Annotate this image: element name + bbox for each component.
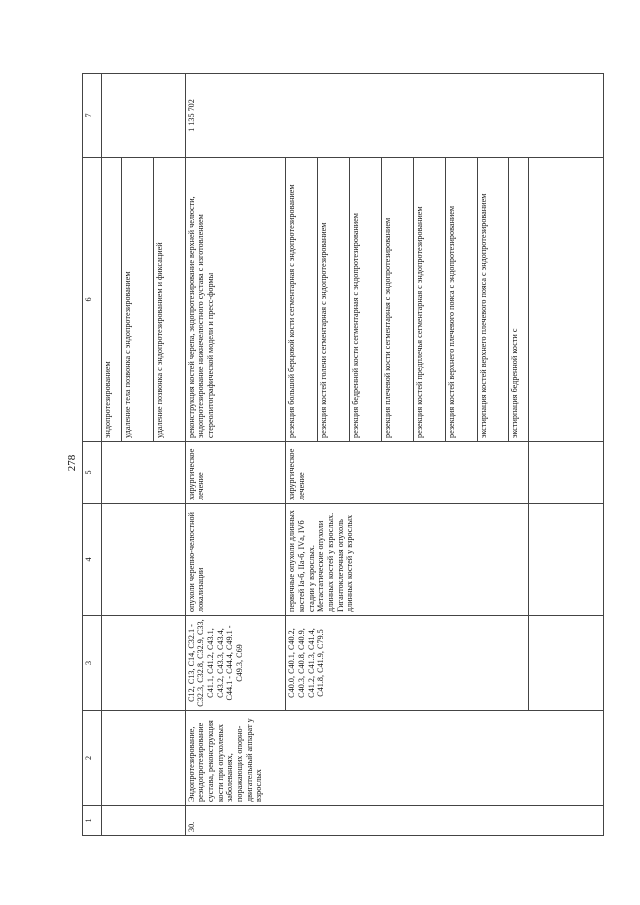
group2-codes: C40.0, C40.1, C40.2, C40.3, C40.8, C40.9, C41.2, C41.3, C41.4, C41.8, C41.9, C79.5 (286, 616, 529, 711)
header-col-7: 7 (83, 74, 102, 158)
cont-cell-3 (101, 616, 185, 711)
header-col-3: 3 (83, 616, 102, 711)
rotated-table-page (82, 74, 604, 836)
group2-treatment: экстирпация бедренной кости с (509, 158, 529, 442)
cont-cell-5 (101, 442, 185, 504)
header-col-6: 6 (83, 158, 102, 442)
header-row (83, 74, 102, 836)
gap-cell (529, 442, 604, 504)
cont-treatment: эндопротезированием (101, 158, 121, 442)
group1-diagnosis: опухоли черепно-челюстной локализации (185, 504, 285, 616)
gap-cell (529, 616, 604, 711)
page-number: 278 (66, 454, 78, 472)
entry-name: Эндопротезирование, реэндопротезирование сустава, реконструкция кости при опухолевых заболеваниях, поражающих опорно-двигательный аппарат у взрослых (185, 711, 603, 806)
header-col-5: 5 (83, 442, 102, 504)
cont-cell-1 (101, 806, 185, 836)
group2-treatment: резекция костей голени сегментарная с эндопротезированием (318, 158, 350, 442)
group1-codes: C12, C13, C14, C32.1 - C32.3, C32.8, C32.9, C33, C41.1, C41.2, C43.1, C43.2, C43.3, C43.4, C44.1 - C44.4, C49.1 - C49.3, C69 (185, 616, 285, 711)
group2-diagnosis: первичные опухоли длинных костей Iа-б, IIа-б, IVа, IVб стадии у взрослых. Метастатические опухоли длинных костей у взрослых. Гигантоклеточная опухоль длинных костей у взрослых (286, 504, 529, 616)
cont-cell-4 (101, 504, 185, 616)
gap-cell (529, 504, 604, 616)
cont-cell-7 (101, 74, 185, 158)
header-col-2: 2 (83, 711, 102, 806)
group2-treatment: резекция костей предплечья сегментарная с эндопротезированием (413, 158, 445, 442)
group1-treatment: реконструкция костей черепа, эндопротезирование верхней челюсти, эндопротезирование нижнечелюстного сустава с изготовлением стереолитографической модели и пресс-формы (185, 158, 285, 442)
entry-price: 1 135 702 (185, 74, 603, 158)
cont-treatment: удаление тела позвонка с эндопротезированием (121, 158, 153, 442)
group2-treatment: экстирпация костей верхнего плечевого пояса с эндопротезированием (477, 158, 509, 442)
header-col-4: 4 (83, 504, 102, 616)
group2-method: хирургическое лечение (286, 442, 529, 504)
entry-number: 30. (185, 806, 603, 836)
group2-treatment: резекция бедренной кости сегментарная с эндопротезированием (349, 158, 381, 442)
group2-treatment: резекция плечевой кости сегментарная с эндопротезированием (381, 158, 413, 442)
continuation-row (101, 74, 121, 836)
gap-cell (529, 158, 604, 442)
group1-method: хирургическое лечение (185, 442, 285, 504)
cont-treatment: удаление позвонка с эндопротезированием и фиксацией (153, 158, 185, 442)
entry-row (185, 74, 285, 836)
group2-treatment: резекция большой берцовой кости сегментарная с эндопротезированием (286, 158, 318, 442)
cont-cell-2 (101, 711, 185, 806)
header-col-1: 1 (83, 806, 102, 836)
procedures-table (82, 73, 604, 836)
group2-treatment: резекция костей верхнего плечевого пояса с эндопротезированием (445, 158, 477, 442)
